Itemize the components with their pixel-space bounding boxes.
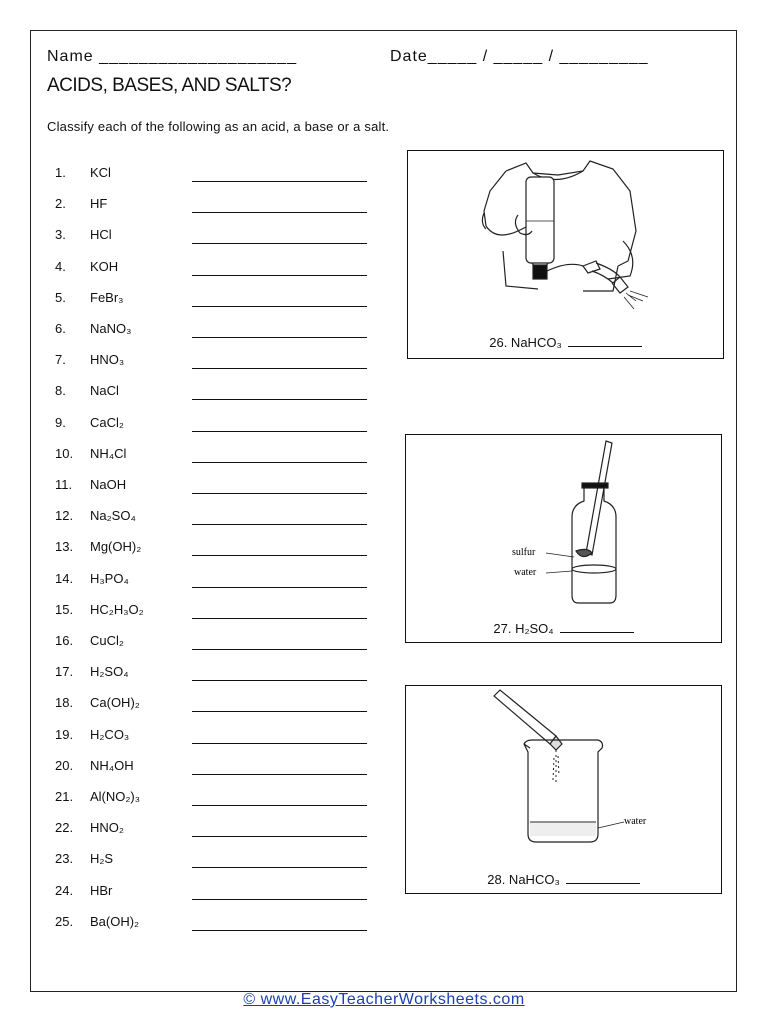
answer-blank[interactable]: [192, 524, 367, 525]
question-number: 6.: [55, 321, 66, 336]
beaker-illustration: [406, 686, 723, 895]
question-formula: CaCl₂: [90, 414, 124, 430]
figure-28-label: 28. NaHCO₃: [487, 872, 560, 887]
answer-blank[interactable]: [192, 181, 367, 182]
question-number: 9.: [55, 414, 66, 430]
figure-28-answer-blank[interactable]: [566, 873, 640, 884]
question-formula: Ba(OH)₂: [90, 913, 140, 929]
figure-26-answer-blank[interactable]: [568, 336, 642, 347]
question-row: [55, 259, 375, 281]
question-number: 25.: [55, 913, 74, 929]
answer-blank[interactable]: [192, 368, 367, 369]
answer-blank[interactable]: [192, 212, 367, 213]
figure-27-label: 27. H₂SO₄: [493, 621, 554, 636]
question-number: 12.: [55, 508, 74, 524]
question-formula: NaCl: [90, 383, 119, 399]
question-formula: HBr: [90, 882, 113, 898]
question-row: [55, 290, 375, 312]
answer-blank[interactable]: [192, 711, 367, 712]
question-formula: FeBr₃: [90, 289, 124, 305]
footer-link[interactable]: © www.EasyTeacherWorksheets.com: [243, 991, 525, 1008]
water-label: water: [514, 567, 537, 578]
question-row: [55, 571, 375, 593]
answer-blank[interactable]: [192, 337, 367, 338]
figure-28-box: [405, 685, 722, 894]
question-number: 2.: [55, 196, 66, 212]
question-row: [55, 820, 375, 842]
answer-blank[interactable]: [192, 836, 367, 837]
question-row: [55, 508, 375, 530]
question-row: [55, 851, 375, 873]
answer-blank[interactable]: [192, 743, 367, 744]
question-number: 19.: [55, 726, 74, 742]
question-formula: HC₂H₃O₂: [90, 601, 144, 617]
figure-26-caption: [408, 335, 723, 350]
question-row: [55, 695, 375, 717]
answer-blank[interactable]: [192, 462, 367, 463]
instructions: Classify each of the following as an acid, a base or a salt.: [47, 119, 390, 134]
answer-blank[interactable]: [192, 243, 367, 244]
question-formula: Na₂SO₄: [90, 508, 136, 524]
question-row: [55, 477, 375, 499]
answer-blank[interactable]: [192, 493, 367, 494]
question-row: [55, 321, 375, 343]
question-row: [55, 165, 375, 187]
question-row: [55, 727, 375, 749]
question-row: [55, 602, 375, 624]
question-row: [55, 789, 375, 811]
name-field[interactable]: Name ____________________: [47, 48, 298, 65]
question-row: [55, 352, 375, 374]
question-row: [55, 415, 375, 437]
question-number: 17.: [55, 664, 74, 680]
question-formula: HNO₃: [90, 352, 125, 368]
question-number: 7.: [55, 352, 66, 368]
worksheet-page: [30, 30, 737, 992]
date-field[interactable]: Date_____ / _____ / _________: [390, 48, 649, 65]
question-number: 22.: [55, 820, 74, 836]
question-number: 24.: [55, 882, 74, 898]
question-formula: NH₄OH: [90, 757, 134, 773]
question-number: 21.: [55, 789, 74, 804]
question-formula: KCl: [90, 165, 111, 180]
question-number: 4.: [55, 258, 66, 274]
sulfur-label: sulfur: [512, 547, 536, 558]
question-number: 18.: [55, 695, 74, 711]
question-number: 14.: [55, 570, 74, 586]
question-row: [55, 227, 375, 249]
answer-blank[interactable]: [192, 899, 367, 900]
answer-blank[interactable]: [192, 587, 367, 588]
question-formula: HNO₂: [90, 820, 124, 836]
answer-blank[interactable]: [192, 306, 367, 307]
question-number: 5.: [55, 289, 66, 305]
figure-26-label: 26. NaHCO₃: [489, 335, 562, 350]
answer-blank[interactable]: [192, 431, 367, 432]
question-formula: Mg(OH)₂: [90, 539, 142, 555]
worksheet-title: ACIDS, BASES, AND SALTS?: [47, 75, 292, 96]
question-number: 13.: [55, 539, 74, 555]
question-formula: HF: [90, 196, 108, 212]
question-number: 15.: [55, 601, 74, 617]
question-formula: NH₄Cl: [90, 445, 127, 461]
sulfur-bottle-illustration: [406, 435, 723, 644]
question-row: [55, 914, 375, 936]
question-formula: H₂SO₄: [90, 664, 129, 680]
question-number: 23.: [55, 851, 74, 867]
answer-blank[interactable]: [192, 774, 367, 775]
figure-27-caption: [406, 621, 721, 636]
question-number: 10.: [55, 445, 74, 461]
question-formula: CuCl₂: [90, 633, 124, 648]
question-row: [55, 758, 375, 780]
question-number: 3.: [55, 227, 66, 243]
answer-blank[interactable]: [192, 649, 367, 650]
water-label-28: water: [624, 816, 647, 827]
question-formula: HCl: [90, 227, 112, 243]
question-number: 11.: [55, 477, 73, 492]
question-row: [55, 664, 375, 686]
figure-26-box: [407, 150, 724, 359]
question-row: [55, 539, 375, 561]
question-formula: NaNO₃: [90, 321, 132, 336]
question-row: [55, 196, 375, 218]
question-formula: Al(NO₂)₃: [90, 789, 141, 804]
answer-blank[interactable]: [192, 555, 367, 556]
question-row: [55, 446, 375, 468]
answer-blank[interactable]: [192, 930, 367, 931]
question-formula: H₂CO₃: [90, 726, 130, 742]
answer-blank[interactable]: [192, 399, 367, 400]
fire-extinguisher-illustration: [408, 151, 725, 360]
question-number: 16.: [55, 633, 74, 648]
answer-blank[interactable]: [192, 805, 367, 806]
question-formula: H₂S: [90, 851, 114, 867]
question-row: [55, 383, 375, 405]
figure-28-caption: [406, 872, 721, 887]
answer-blank[interactable]: [192, 275, 367, 276]
footer: [0, 991, 768, 1009]
answer-blank[interactable]: [192, 618, 367, 619]
question-formula: NaOH: [90, 477, 127, 492]
question-formula: H₃PO₄: [90, 570, 129, 586]
question-row: [55, 883, 375, 905]
question-row: [55, 633, 375, 655]
question-number: 20.: [55, 757, 74, 773]
answer-blank[interactable]: [192, 680, 367, 681]
figure-27-box: [405, 434, 722, 643]
answer-blank[interactable]: [192, 867, 367, 868]
question-formula: KOH: [90, 258, 119, 274]
question-number: 8.: [55, 383, 66, 399]
figure-27-answer-blank[interactable]: [560, 622, 634, 633]
question-number: 1.: [55, 165, 66, 180]
question-formula: Ca(OH)₂: [90, 695, 140, 711]
